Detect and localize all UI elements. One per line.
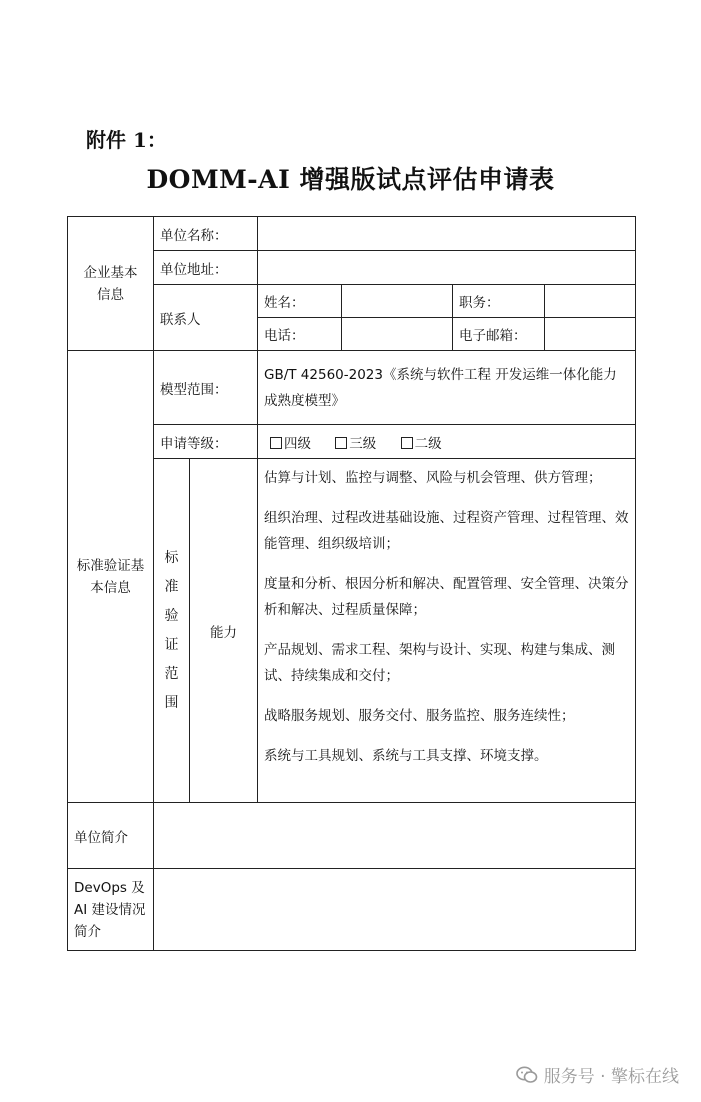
- unit-address-label: 单位地址：: [154, 251, 258, 285]
- wechat-service-icon: [516, 1066, 538, 1084]
- ability-item: 度量和分析、根因分析和解决、配置管理、安全管理、决策分析和解决、过程质量保障；: [264, 576, 629, 618]
- devops-ai-field[interactable]: [154, 869, 636, 951]
- name-field[interactable]: [342, 285, 453, 318]
- devops-ai-label: DevOps 及 AI 建设情况简介: [68, 869, 154, 951]
- model-scope-value: GB/T 42560-2023《系统与软件工程 开发运维一体化能力成熟度模型》: [258, 351, 636, 425]
- level-option-4[interactable]: 四级: [270, 436, 311, 452]
- checkbox-icon[interactable]: [270, 437, 282, 449]
- level-option-2[interactable]: 二级: [401, 436, 442, 452]
- model-scope-label: 模型范围：: [154, 351, 258, 425]
- name-label: 姓名：: [258, 285, 342, 318]
- contact-label: 联系人: [154, 285, 258, 351]
- unit-name-field[interactable]: [258, 217, 636, 251]
- application-form-table: [67, 216, 636, 951]
- ability-list: [258, 459, 636, 803]
- checkbox-icon[interactable]: [401, 437, 413, 449]
- ability-item: 战略服务规划、服务交付、服务监控、服务连续性；: [264, 708, 575, 724]
- level-label: 申请等级：: [154, 425, 258, 459]
- ability-item: 估算与计划、监控与调整、风险与机会管理、供方管理；: [264, 470, 602, 486]
- level-options: [258, 425, 636, 459]
- email-field[interactable]: [545, 318, 636, 351]
- ability-label: 能力: [190, 459, 258, 803]
- level-option-3[interactable]: 三级: [335, 436, 376, 452]
- phone-label: 电话：: [258, 318, 342, 351]
- unit-intro-label: 单位简介: [68, 803, 154, 869]
- watermark-text: 服务号 · 擎标在线: [543, 1067, 679, 1087]
- annex-label: 附件 1：: [86, 128, 167, 152]
- page-title: DOMM-AI 增强版试点评估申请表: [146, 165, 555, 194]
- watermark: [516, 1062, 679, 1087]
- scope-vertical-label: 标准验证范围: [154, 459, 190, 803]
- phone-field[interactable]: [342, 318, 453, 351]
- ability-item: 组织治理、过程改进基础设施、过程资产管理、过程管理、效能管理、组织级培训；: [264, 510, 629, 552]
- unit-address-field[interactable]: [258, 251, 636, 285]
- ability-item: 产品规划、需求工程、架构与设计、实现、构建与集成、测试、持续集成和交付；: [264, 642, 615, 684]
- standard-section-label: 标准验证基本信息: [68, 351, 154, 803]
- ability-item: 系统与工具规划、系统与工具支撑、环境支撑。: [264, 748, 548, 764]
- email-label: 电子邮箱：: [453, 318, 545, 351]
- position-label: 职务：: [453, 285, 545, 318]
- position-field[interactable]: [545, 285, 636, 318]
- unit-intro-field[interactable]: [154, 803, 636, 869]
- company-section-label: 企业基本信息: [68, 217, 154, 351]
- checkbox-icon[interactable]: [335, 437, 347, 449]
- unit-name-label: 单位名称：: [154, 217, 258, 251]
